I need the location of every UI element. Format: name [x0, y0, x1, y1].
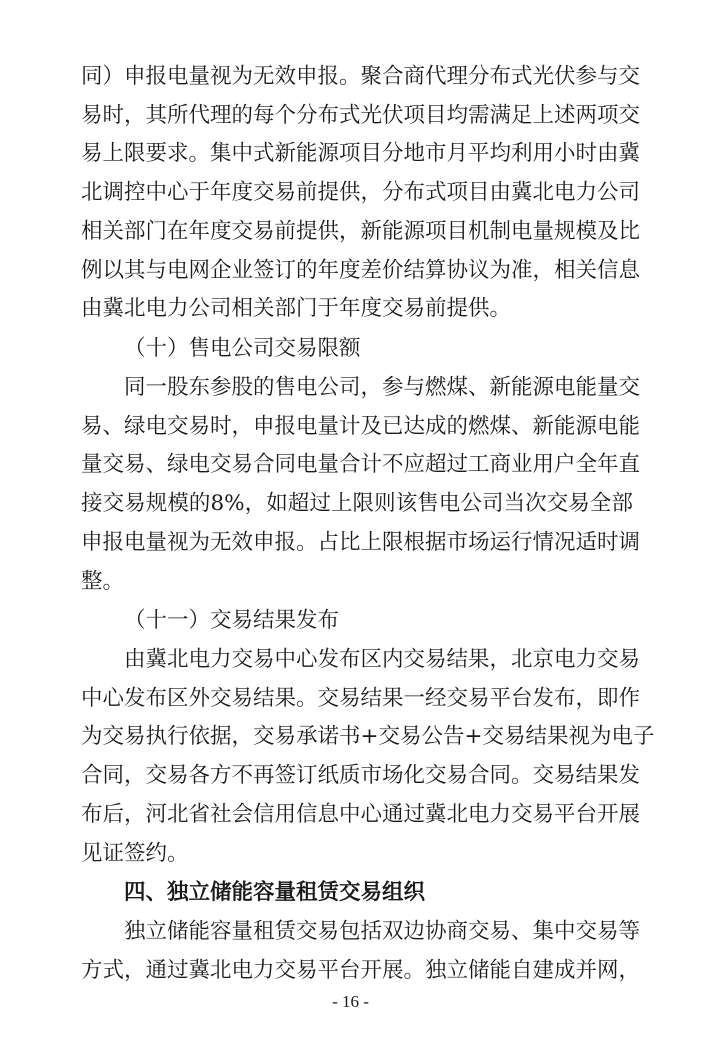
text-line: 同一股东参股的售电公司，参与燃煤、新能源电能量交	[124, 375, 641, 400]
text-line: 申报电量视为无效申报。占比上限根据市场运行情况适时调	[81, 529, 641, 555]
text-line: 独立储能容量租赁交易包括双边协商交易、集中交易等	[124, 919, 641, 944]
section-heading-4: 四、独立储能容量租赁交易组织	[124, 880, 426, 905]
section-heading-11: （十一）交易结果发布	[124, 608, 340, 633]
text-line: 例以其与电网企业签订的年度差价结算协议为准，相关信息	[81, 257, 641, 283]
text-line: 方式，通过冀北电力交易平台开展。独立储能自建成并网，	[81, 957, 641, 983]
text-line: 中心发布区外交易结果。交易结果一经交易平台发布，即作	[81, 685, 641, 711]
text-line: 同）申报电量视为无效申报。聚合商代理分布式光伏参与交	[81, 64, 641, 89]
text-line: 易上限要求。集中式新能源项目分地市月平均利用小时由冀	[81, 141, 641, 167]
paragraph-quota-requirements	[81, 58, 641, 329]
paragraph-retail-limit	[81, 369, 641, 601]
text-line: 为交易执行依据，交易承诺书+交易公告+交易结果视为电子	[81, 724, 655, 750]
text-line: 易、绿电交易时，申报电量计及已达成的燃煤、新能源电能	[81, 413, 641, 439]
text-line: 量交易、绿电交易合同电量合计不应超过工商业用户全年直	[81, 452, 641, 478]
text-line: 接交易规模的8%，如超过上限则该售电公司当次交易全部	[81, 491, 633, 517]
paragraph-result-publication	[81, 641, 655, 873]
section-heading-10: （十）售电公司交易限额	[124, 336, 361, 361]
text-line: 易时，其所代理的每个分布式光伏项目均需满足上述两项交	[81, 102, 641, 128]
text-line: 相关部门在年度交易前提供，新能源项目机制电量规模及比	[81, 218, 641, 244]
text-line: 整。	[81, 568, 125, 594]
paragraph-storage-leasing	[81, 913, 641, 990]
text-line: 布后，河北省社会信用信息中心通过冀北电力交易平台开展	[81, 801, 641, 827]
text-line: 北调控中心于年度交易前提供，分布式项目由冀北电力公司	[81, 180, 641, 206]
text-line: 见证签约。	[81, 840, 189, 866]
text-line: 合同，交易各方不再签订纸质市场化交易合同。交易结果发	[81, 763, 641, 789]
text-line: 由冀北电力公司相关部门于年度交易前提供。	[81, 296, 512, 322]
page-number: - 16 -	[332, 992, 369, 1011]
text-line: 由冀北电力交易中心发布区内交易结果，北京电力交易	[124, 647, 641, 672]
